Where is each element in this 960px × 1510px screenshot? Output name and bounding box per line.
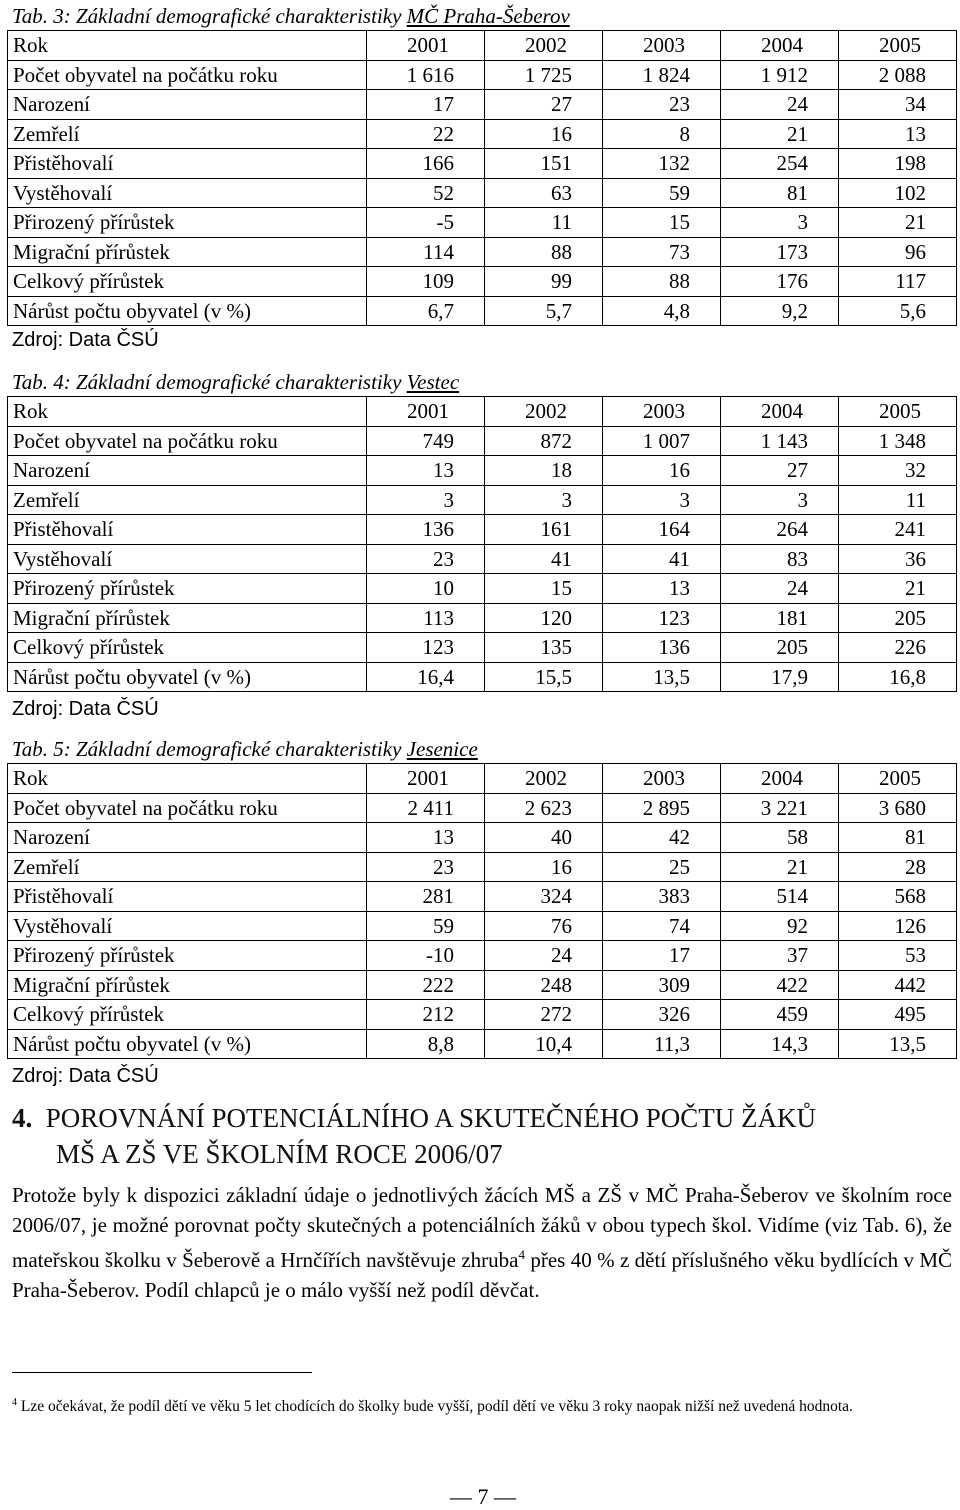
value-cell: 96	[839, 237, 957, 267]
value-cell: 1 912	[721, 60, 839, 90]
value-cell: 16	[485, 119, 603, 149]
table-row	[8, 119, 957, 149]
row-label-cell: Celkový přírůstek	[8, 633, 367, 663]
table-header-row	[8, 764, 957, 794]
value-cell: 74	[603, 911, 721, 941]
value-cell: 13	[603, 574, 721, 604]
value-cell: 1 143	[721, 426, 839, 456]
table-4-caption	[12, 370, 459, 394]
section-heading-line-2: MŠ A ZŠ VE ŠKOLNÍM ROCE 2006/07	[56, 1139, 503, 1169]
value-cell: 21	[839, 574, 957, 604]
value-cell: 1 824	[603, 60, 721, 90]
value-cell: 123	[603, 603, 721, 633]
value-cell: 226	[839, 633, 957, 663]
value-cell: 13	[367, 823, 485, 853]
table-row	[8, 574, 957, 604]
row-label-cell: Přirozený přírůstek	[8, 941, 367, 971]
section-number: 4.	[12, 1103, 33, 1133]
footnote	[12, 1392, 952, 1418]
table-row	[8, 208, 957, 238]
table-header-row	[8, 397, 957, 427]
value-cell: 2004	[721, 764, 839, 794]
value-cell: 2004	[721, 31, 839, 61]
value-cell: 3	[603, 485, 721, 515]
value-cell: 495	[839, 1000, 957, 1030]
value-cell: 568	[839, 882, 957, 912]
value-cell: 113	[367, 603, 485, 633]
table-row	[8, 852, 957, 882]
value-cell: 2004	[721, 397, 839, 427]
value-cell: 212	[367, 1000, 485, 1030]
table-5	[7, 763, 957, 1059]
value-cell: 136	[367, 515, 485, 545]
value-cell: 181	[721, 603, 839, 633]
value-cell: 52	[367, 178, 485, 208]
value-cell: 37	[721, 941, 839, 971]
value-cell: 2005	[839, 764, 957, 794]
value-cell: 13,5	[603, 662, 721, 692]
row-label-cell: Vystěhovalí	[8, 544, 367, 574]
value-cell: -10	[367, 941, 485, 971]
value-cell: 2 895	[603, 793, 721, 823]
value-cell: 383	[603, 882, 721, 912]
value-cell: 11	[485, 208, 603, 238]
value-cell: 442	[839, 970, 957, 1000]
value-cell: 2 411	[367, 793, 485, 823]
row-label-cell: Celkový přírůstek	[8, 1000, 367, 1030]
section-title-line-1: POROVNÁNÍ POTENCIÁLNÍHO A SKUTEČNÉHO POČTU ŽÁKŮ	[45, 1103, 817, 1133]
value-cell: 173	[721, 237, 839, 267]
value-cell: 58	[721, 823, 839, 853]
value-cell: 8,8	[367, 1029, 485, 1059]
value-cell: 324	[485, 882, 603, 912]
value-cell: 92	[721, 911, 839, 941]
row-label-cell: Narození	[8, 456, 367, 486]
value-cell: 126	[839, 911, 957, 941]
value-cell: 120	[485, 603, 603, 633]
row-label-cell: Rok	[8, 397, 367, 427]
row-label-cell: Počet obyvatel na počátku roku	[8, 426, 367, 456]
row-label-cell: Přirozený přírůstek	[8, 208, 367, 238]
value-cell: 3 221	[721, 793, 839, 823]
value-cell: 117	[839, 267, 957, 297]
value-cell: 76	[485, 911, 603, 941]
value-cell: 1 348	[839, 426, 957, 456]
value-cell: 21	[839, 208, 957, 238]
value-cell: 309	[603, 970, 721, 1000]
table-row	[8, 823, 957, 853]
table-row	[8, 149, 957, 179]
table-row	[8, 90, 957, 120]
value-cell: 2003	[603, 31, 721, 61]
footnote-reference[interactable]: 4	[518, 1247, 525, 1262]
table-row	[8, 1000, 957, 1030]
value-cell: 2 623	[485, 793, 603, 823]
table-4	[7, 396, 957, 692]
value-cell: 2001	[367, 764, 485, 794]
section-heading-line-1	[12, 1100, 952, 1136]
value-cell: 21	[721, 119, 839, 149]
value-cell: 10	[367, 574, 485, 604]
value-cell: 109	[367, 267, 485, 297]
value-cell: 59	[367, 911, 485, 941]
value-cell: 272	[485, 1000, 603, 1030]
row-label-cell: Nárůst počtu obyvatel (v %)	[8, 662, 367, 692]
row-label-cell: Vystěhovalí	[8, 178, 367, 208]
value-cell: 176	[721, 267, 839, 297]
value-cell: 14,3	[721, 1029, 839, 1059]
value-cell: 25	[603, 852, 721, 882]
value-cell: 34	[839, 90, 957, 120]
table-row	[8, 911, 957, 941]
row-label-cell: Nárůst počtu obyvatel (v %)	[8, 1029, 367, 1059]
value-cell: 2001	[367, 31, 485, 61]
value-cell: 3 680	[839, 793, 957, 823]
value-cell: 16	[603, 456, 721, 486]
section-heading	[12, 1100, 952, 1172]
value-cell: 2 088	[839, 60, 957, 90]
value-cell: 23	[367, 852, 485, 882]
row-label-cell: Vystěhovalí	[8, 911, 367, 941]
value-cell: 2003	[603, 764, 721, 794]
value-cell: 42	[603, 823, 721, 853]
table-row	[8, 970, 957, 1000]
row-label-cell: Přistěhovalí	[8, 149, 367, 179]
row-label-cell: Přistěhovalí	[8, 882, 367, 912]
table-header-row	[8, 31, 957, 61]
value-cell: 5,6	[839, 296, 957, 326]
footnote-separator	[12, 1372, 312, 1373]
value-cell: 53	[839, 941, 957, 971]
row-label-cell: Migrační přírůstek	[8, 237, 367, 267]
value-cell: 24	[721, 90, 839, 120]
value-cell: 164	[603, 515, 721, 545]
value-cell: 136	[603, 633, 721, 663]
table-5-caption-place: Jesenice	[406, 737, 478, 761]
value-cell: 23	[367, 544, 485, 574]
value-cell: 422	[721, 970, 839, 1000]
row-label-cell: Rok	[8, 31, 367, 61]
value-cell: 18	[485, 456, 603, 486]
value-cell: 2002	[485, 764, 603, 794]
table-row	[8, 515, 957, 545]
value-cell: 1 616	[367, 60, 485, 90]
value-cell: 2005	[839, 397, 957, 427]
value-cell: 749	[367, 426, 485, 456]
table-row	[8, 426, 957, 456]
table-3-source: Zdroj: Data ČSÚ	[12, 329, 159, 351]
value-cell: 16	[485, 852, 603, 882]
value-cell: 81	[721, 178, 839, 208]
value-cell: 27	[485, 90, 603, 120]
table-row	[8, 544, 957, 574]
value-cell: 40	[485, 823, 603, 853]
value-cell: 83	[721, 544, 839, 574]
table-3-caption-prefix: Tab. 3: Základní demografické charakteristiky	[12, 4, 407, 28]
row-label-cell: Migrační přírůstek	[8, 970, 367, 1000]
value-cell: 6,7	[367, 296, 485, 326]
value-cell: 41	[485, 544, 603, 574]
table-3-caption	[12, 4, 570, 28]
value-cell: 872	[485, 426, 603, 456]
value-cell: 3	[721, 485, 839, 515]
row-label-cell: Rok	[8, 764, 367, 794]
value-cell: 88	[603, 267, 721, 297]
value-cell: 73	[603, 237, 721, 267]
value-cell: 81	[839, 823, 957, 853]
value-cell: 16,4	[367, 662, 485, 692]
value-cell: 15	[485, 574, 603, 604]
value-cell: 114	[367, 237, 485, 267]
value-cell: 11,3	[603, 1029, 721, 1059]
value-cell: 13	[839, 119, 957, 149]
value-cell: 36	[839, 544, 957, 574]
value-cell: 16,8	[839, 662, 957, 692]
value-cell: 123	[367, 633, 485, 663]
value-cell: 205	[721, 633, 839, 663]
table-4-caption-prefix: Tab. 4: Základní demografické charakteristiky	[12, 370, 407, 394]
row-label-cell: Počet obyvatel na počátku roku	[8, 793, 367, 823]
value-cell: 132	[603, 149, 721, 179]
paragraph-text-start: Protože byly k dispozici základní údaje o jednotlivých žácích MŠ a ZŠ v MČ Praha-Šeberov ve školním roce 2006/07, je možné porovnat počty skutečných a potenciálních žáků v obou typech škol. Vidíme (viz Tab. 6), že mateřskou školku v Šeberově a Hrnčířích navštěvuje zhruba	[12, 1183, 952, 1272]
table-row	[8, 60, 957, 90]
value-cell: 21	[721, 852, 839, 882]
table-row	[8, 267, 957, 297]
value-cell: 205	[839, 603, 957, 633]
value-cell: 2003	[603, 397, 721, 427]
table-row	[8, 1029, 957, 1059]
table-row	[8, 485, 957, 515]
table-row	[8, 941, 957, 971]
value-cell: 3	[721, 208, 839, 238]
value-cell: 99	[485, 267, 603, 297]
row-label-cell: Narození	[8, 823, 367, 853]
body-paragraph	[12, 1181, 952, 1305]
value-cell: 17	[603, 941, 721, 971]
value-cell: 15,5	[485, 662, 603, 692]
value-cell: 2001	[367, 397, 485, 427]
table-row	[8, 603, 957, 633]
value-cell: 326	[603, 1000, 721, 1030]
value-cell: 41	[603, 544, 721, 574]
value-cell: 151	[485, 149, 603, 179]
value-cell: 17,9	[721, 662, 839, 692]
row-label-cell: Přistěhovalí	[8, 515, 367, 545]
row-label-cell: Nárůst počtu obyvatel (v %)	[8, 296, 367, 326]
value-cell: 17	[367, 90, 485, 120]
row-label-cell: Zemřelí	[8, 119, 367, 149]
table-row	[8, 882, 957, 912]
value-cell: 514	[721, 882, 839, 912]
table-5-caption-prefix: Tab. 5: Základní demografické charakteristiky	[12, 737, 407, 761]
table-row	[8, 178, 957, 208]
value-cell: 59	[603, 178, 721, 208]
table-row	[8, 456, 957, 486]
value-cell: 24	[721, 574, 839, 604]
value-cell: -5	[367, 208, 485, 238]
value-cell: 5,7	[485, 296, 603, 326]
page-number: — 7 —	[450, 1484, 516, 1509]
value-cell: 23	[603, 90, 721, 120]
table-row	[8, 793, 957, 823]
value-cell: 88	[485, 237, 603, 267]
value-cell: 13	[367, 456, 485, 486]
value-cell: 459	[721, 1000, 839, 1030]
value-cell: 264	[721, 515, 839, 545]
value-cell: 281	[367, 882, 485, 912]
table-3	[7, 30, 957, 326]
value-cell: 22	[367, 119, 485, 149]
value-cell: 9,2	[721, 296, 839, 326]
value-cell: 2002	[485, 397, 603, 427]
value-cell: 4,8	[603, 296, 721, 326]
value-cell: 1 725	[485, 60, 603, 90]
table-row	[8, 662, 957, 692]
value-cell: 3	[485, 485, 603, 515]
footnote-text: Lze očekávat, že podíl dětí ve věku 5 let chodících do školky bude vyšší, podíl dětí ve věku 3 roky naopak nižší než uvedená hodnota.	[17, 1398, 853, 1416]
table-5-caption	[12, 737, 478, 761]
value-cell: 222	[367, 970, 485, 1000]
table-4-caption-place: Vestec	[406, 370, 460, 394]
table-row	[8, 633, 957, 663]
row-label-cell: Počet obyvatel na počátku roku	[8, 60, 367, 90]
table-row	[8, 237, 957, 267]
footnote-marker: 4	[12, 1397, 17, 1408]
row-label-cell: Celkový přírůstek	[8, 267, 367, 297]
value-cell: 1 007	[603, 426, 721, 456]
table-5-source: Zdroj: Data ČSÚ	[12, 1065, 159, 1087]
value-cell: 63	[485, 178, 603, 208]
row-label-cell: Zemřelí	[8, 852, 367, 882]
table-row	[8, 296, 957, 326]
value-cell: 254	[721, 149, 839, 179]
value-cell: 248	[485, 970, 603, 1000]
value-cell: 2005	[839, 31, 957, 61]
value-cell: 11	[839, 485, 957, 515]
value-cell: 102	[839, 178, 957, 208]
value-cell: 13,5	[839, 1029, 957, 1059]
table-4-source: Zdroj: Data ČSÚ	[12, 698, 159, 720]
value-cell: 15	[603, 208, 721, 238]
value-cell: 24	[485, 941, 603, 971]
row-label-cell: Migrační přírůstek	[8, 603, 367, 633]
value-cell: 241	[839, 515, 957, 545]
row-label-cell: Přirozený přírůstek	[8, 574, 367, 604]
row-label-cell: Zemřelí	[8, 485, 367, 515]
value-cell: 27	[721, 456, 839, 486]
value-cell: 28	[839, 852, 957, 882]
value-cell: 161	[485, 515, 603, 545]
value-cell: 198	[839, 149, 957, 179]
value-cell: 2002	[485, 31, 603, 61]
row-label-cell: Narození	[8, 90, 367, 120]
value-cell: 166	[367, 149, 485, 179]
value-cell: 8	[603, 119, 721, 149]
paragraph-text-end: přes 40 % z dětí příslušného věku bydlících v MČ Praha-Šeberov. Podíl chlapců je o málo vyšší než podíl děvčat.	[12, 1248, 953, 1302]
value-cell: 10,4	[485, 1029, 603, 1059]
value-cell: 32	[839, 456, 957, 486]
value-cell: 3	[367, 485, 485, 515]
value-cell: 135	[485, 633, 603, 663]
table-3-caption-place: MČ Praha-Šeberov	[406, 4, 570, 28]
